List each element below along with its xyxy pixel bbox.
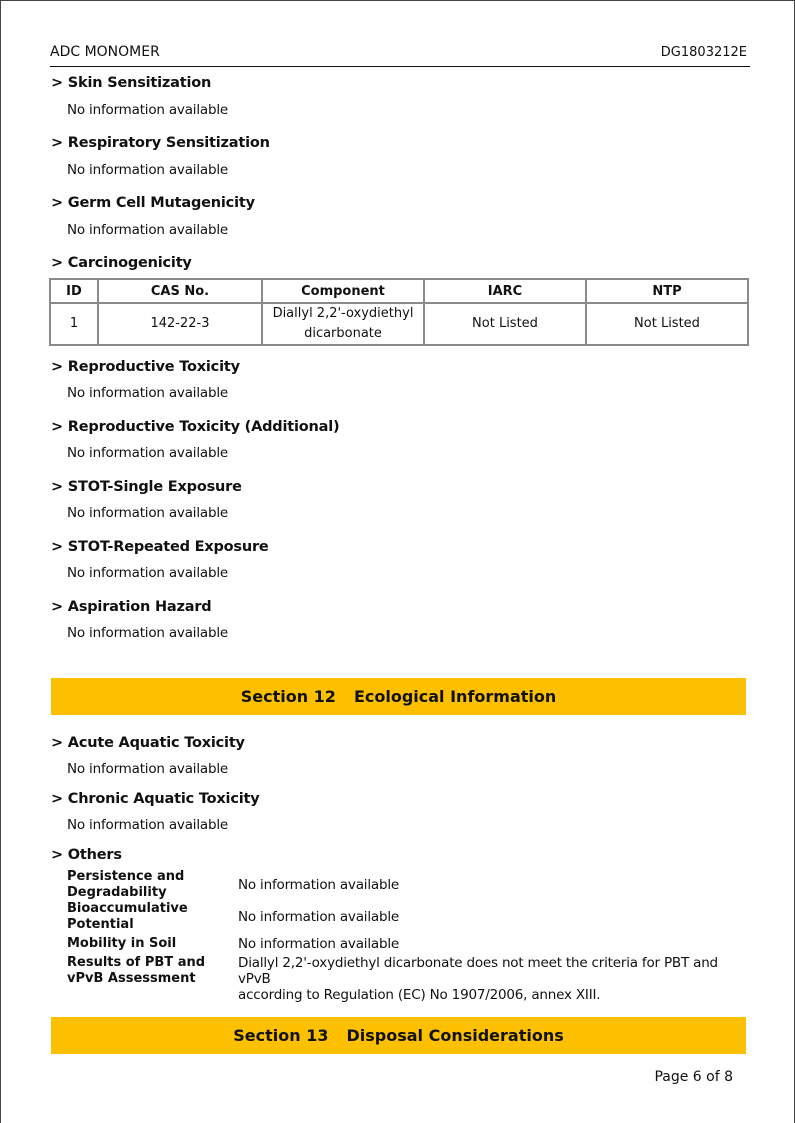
value-persistence: No information available (238, 877, 399, 893)
heading-acute-aquatic: > Acute Aquatic Toxicity (51, 735, 245, 751)
heading-stot-single: > STOT-Single Exposure (51, 479, 242, 495)
heading-skin-sensitization: > Skin Sensitization (51, 75, 212, 91)
label-persistence: Persistence and Degradability (67, 869, 185, 900)
heading-chronic-aquatic: > Chronic Aquatic Toxicity (51, 791, 260, 807)
table-row (50, 303, 748, 345)
section-12-number: Section 12 (240, 687, 336, 706)
chronic-aquatic-text: No information available (67, 817, 228, 833)
stot-single-text: No information available (67, 505, 228, 521)
section-13-band (51, 1017, 746, 1054)
stot-repeated-text: No information available (67, 565, 228, 581)
product-name: ADC MONOMER (50, 44, 160, 60)
cell-component (262, 303, 424, 345)
cell-ntp: Not Listed (586, 303, 748, 345)
heading-germ-cell-mutagenicity: > Germ Cell Mutagenicity (51, 195, 255, 211)
heading-aspiration-hazard: > Aspiration Hazard (51, 599, 212, 615)
document-id: DG1803212E (660, 45, 747, 60)
respiratory-sensitization-text: No information available (67, 162, 228, 178)
heading-reproductive-toxicity-additional: > Reproductive Toxicity (Additional) (51, 419, 340, 435)
component-line2: dicarbonate (304, 326, 382, 341)
section-12-title: Ecological Information (353, 687, 557, 706)
page-header (50, 44, 750, 67)
aspiration-hazard-text: No information available (67, 625, 228, 641)
heading-reproductive-toxicity: > Reproductive Toxicity (51, 359, 240, 375)
label-pbt: Results of PBT and vPvB Assessment (67, 955, 206, 986)
label-bioaccumulative: Bioaccumulative Potential (67, 901, 188, 932)
cell-iarc: Not Listed (424, 303, 586, 345)
reproductive-toxicity-additional-text: No information available (67, 445, 228, 461)
value-bioaccumulative: No information available (238, 909, 399, 925)
component-line1: Diallyl 2,2'-oxydiethyl (272, 306, 414, 321)
skin-sensitization-text: No information available (67, 102, 228, 118)
section-13-title: Disposal Considerations (346, 1026, 564, 1045)
value-pbt: Diallyl 2,2'-oxydiethyl dicarbonate does not meet the criteria for PBT and vPvB according to Regulation (EC) No 1907/2006, annex XIII. (238, 955, 718, 1003)
cell-cas: 142-22-3 (98, 303, 262, 345)
col-id: ID (50, 279, 98, 303)
col-iarc: IARC (424, 279, 586, 303)
carcinogenicity-table (49, 278, 749, 346)
heading-others: > Others (51, 847, 122, 863)
section-13-number: Section 13 (233, 1026, 329, 1045)
cell-id: 1 (50, 303, 98, 345)
section-12-band (51, 678, 746, 715)
heading-stot-repeated: > STOT-Repeated Exposure (51, 539, 269, 555)
value-mobility: No information available (238, 936, 399, 952)
heading-respiratory-sensitization: > Respiratory Sensitization (51, 135, 270, 151)
col-component: Component (262, 279, 424, 303)
col-cas: CAS No. (98, 279, 262, 303)
col-ntp: NTP (586, 279, 748, 303)
acute-aquatic-text: No information available (67, 761, 228, 777)
label-mobility: Mobility in Soil (67, 936, 177, 951)
germ-cell-mutagenicity-text: No information available (67, 222, 228, 238)
reproductive-toxicity-text: No information available (67, 385, 228, 401)
heading-carcinogenicity: > Carcinogenicity (51, 255, 192, 271)
page-number: Page 6 of 8 (654, 1069, 733, 1085)
table-header-row (50, 279, 748, 303)
